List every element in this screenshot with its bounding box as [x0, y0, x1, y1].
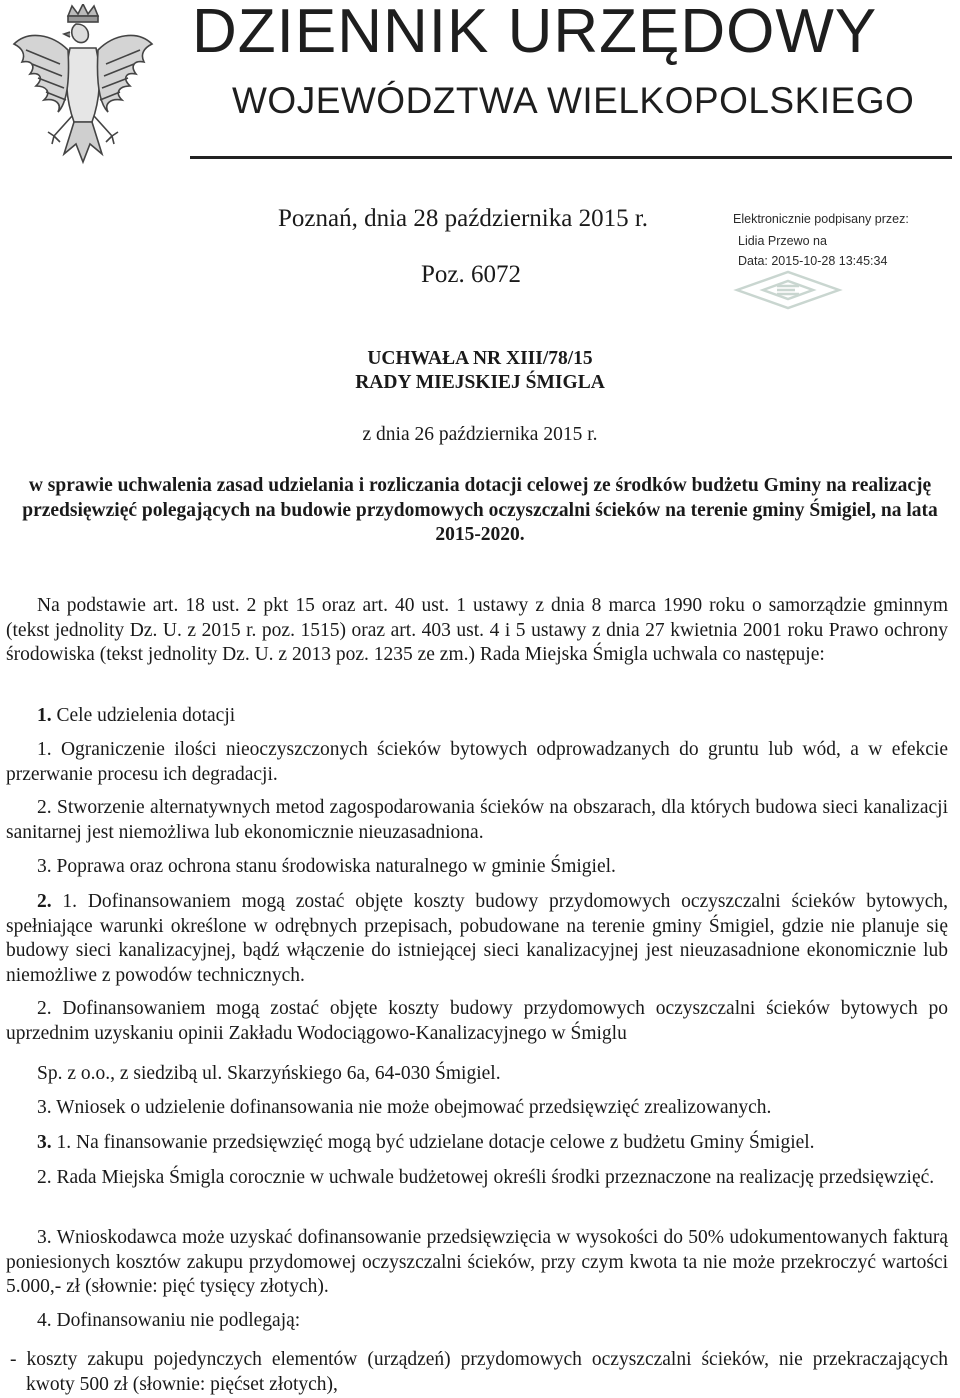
section-3-point-1-text: 1. Na finansowanie przedsięwzięć mogą być udzielane dotacje celowe z budżetu Gminy Śmigiel.	[51, 1132, 815, 1153]
section-2-point-2-continued: Sp. z o.o., z siedzibą ul. Skarzyńskiego 6a, 64-030 Śmigiel.	[37, 1063, 501, 1084]
section-3-point-4: 4. Dofinansowaniu nie podlegają:	[37, 1310, 301, 1331]
preamble: Na podstawie art. 18 ust. 2 pkt 15 oraz art. 40 ust. 1 ustawy z dnia 8 marca 1990 roku o samorządzie gminnym (tekst jednolity Dz. U. z 2015 r. poz. 1515) oraz art. 403 ust. 4 i 5 ustawy z dnia 27 kwietnia 2001 roku Prawo ochrony środowiska (tekst jednolity Dz. U. z 2013 poz. 1235 ze zm.) Rada Miejska Śmigla uchwala co następuje:	[6, 595, 948, 665]
act-subject: w sprawie uchwalenia zasad udzielania i rozliczania dotacji celowej ze środków budżetu Gminy na realizację przedsięwzięć polegających na budowie przydomowych oczyszczalni ścieków na terenie gminy Śmigiel, na lata 2015-2020.	[22, 475, 938, 545]
section-1-title: Cele udzielenia dotacji	[51, 705, 236, 726]
electronic-signature	[733, 212, 953, 312]
section-2-label: 2.	[37, 891, 52, 912]
signature-label: Elektronicznie podpisany przez:	[733, 212, 909, 226]
journal-title: DZIENNIK URZĘDOWY	[192, 0, 878, 66]
section-1-point-2: 2. Stworzenie alternatywnych metod zagospodarowania ścieków na obszarach, dla których budowa sieci kanalizacji sanitarnej jest niemożliwa lub ekonomicznie nieuzasadniona.	[6, 797, 948, 843]
section-3-label: 3.	[37, 1132, 52, 1153]
header-rule	[190, 156, 952, 159]
section-1-point-1: 1. Ograniczenie ilości nieoczyszczonych ścieków bytowych odprowadzanych do gruntu lub wód, a w efekcie przerwanie procesu ich degradacji.	[6, 739, 948, 785]
section-1-heading	[6, 704, 948, 729]
section-1-point-3: 3. Poprawa oraz ochrona stanu środowiska naturalnego w gminie Śmigiel.	[37, 856, 616, 877]
act-title-line2: RADY MIEJSKIEJ ŚMIGLA	[355, 372, 605, 393]
section-2-point-1	[6, 890, 948, 988]
act-title	[0, 347, 960, 395]
e-signature-stamp-icon	[733, 268, 843, 312]
section-2-point-1-text: 1. Dofinansowaniem mogą zostać objęte koszty budowy przydomowych oczyszczalni ścieków bytowych, spełniające warunki określone w odrębnych przepisach, pobudowane na terenie gminy Śmigiel, gdzie nie planuje się budowy sieci kanalizacyjnej, bądź włączenie do istniejącej sieci kanalizacyjnej jest nieuzasadnione ekonomicznie lub niemożliwe z powodów technicznych.	[6, 891, 948, 986]
section-3-point-1	[6, 1131, 948, 1156]
act-title-line1: UCHWAŁA NR XIII/78/15	[367, 348, 593, 369]
polish-eagle-emblem-icon	[8, 4, 158, 174]
section-1-label: 1.	[37, 705, 52, 726]
signature-date: Data: 2015-10-28 13:45:34	[738, 254, 888, 268]
act-date: z dnia 26 października 2015 r.	[362, 424, 598, 445]
section-3-exclusion-1: - koszty zakupu pojedynczych elementów (urządzeń) przydomowych oczyszczalni ścieków, nie przekraczających kwoty 500 zł (słownie: pięćset złotych),	[10, 1349, 948, 1395]
section-3-point-2: 2. Rada Miejska Śmigla corocznie w uchwale budżetowej określi środki przeznaczone na realizację przedsięwzięć.	[37, 1167, 935, 1188]
section-2-point-2: 2. Dofinansowaniem mogą zostać objęte koszty budowy przydomowych oczyszczalni ścieków bytowych po uprzednim uzyskaniu opinii Zakładu Wodociągowo-Kanalizacyjnego w Śmiglu	[6, 998, 948, 1044]
section-2-point-3: 3. Wniosek o udzielenie dofinansowania nie może obejmować przedsięwzięć zrealizowanych.	[37, 1097, 772, 1118]
publication-place-date: Poznań, dnia 28 października 2015 r.	[278, 205, 649, 232]
signature-signer: Lidia Przewo na	[738, 234, 827, 248]
journal-subtitle: WOJEWÓDZTWA WIELKOPOLSKIEGO	[232, 80, 915, 121]
publication-position: Poz. 6072	[421, 261, 521, 288]
section-3-point-3: 3. Wnioskodawca może uzyskać dofinansowanie przedsięwzięcia w wysokości do 50% udokumentowanych fakturą poniesionych kosztów zakupu przydomowej oczyszczalni ścieków, przy czym kwota ta nie może przekroczyć wartości 5.000,- zł (słownie: pięć tysięcy złotych).	[6, 1227, 948, 1297]
